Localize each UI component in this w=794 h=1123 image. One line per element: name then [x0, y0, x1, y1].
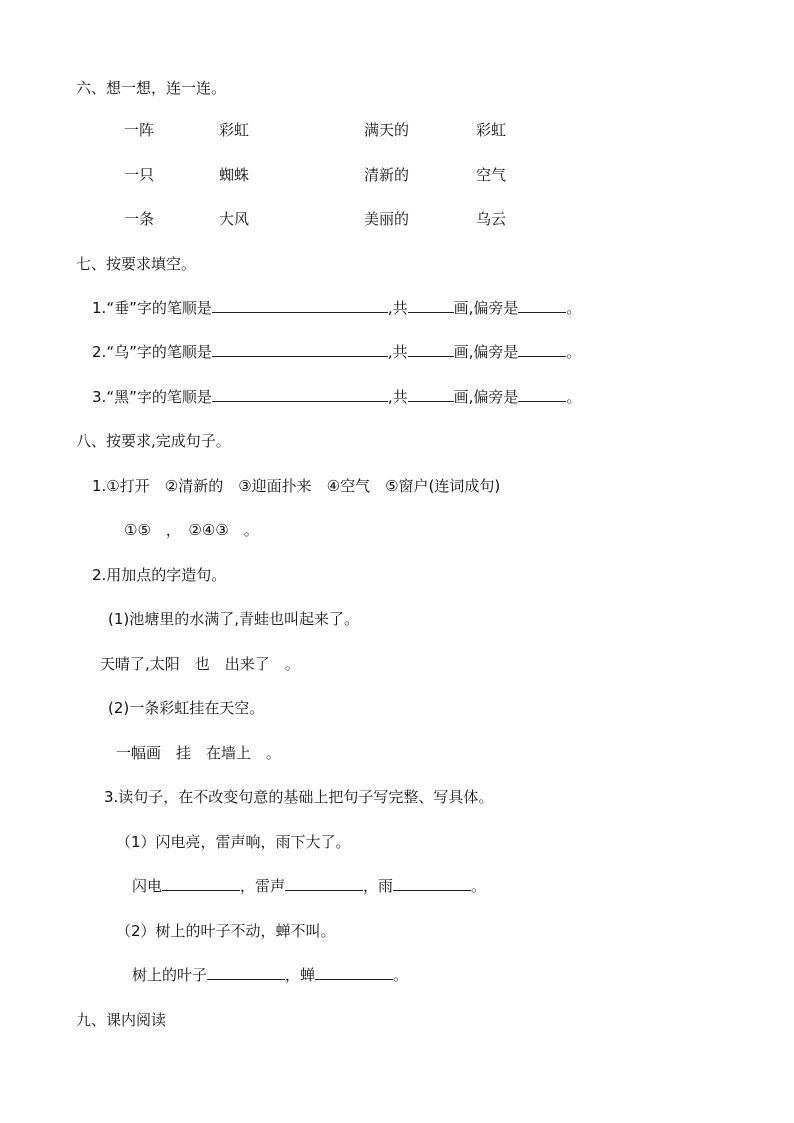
- answer-blank[interactable]: [315, 964, 393, 980]
- item-text: 画,偏旁是: [453, 299, 519, 317]
- item-prompt: “黑”字的笔顺是: [106, 388, 212, 406]
- match-right-word: 满天的: [364, 121, 410, 139]
- item-text: ,共: [387, 388, 408, 406]
- stroke-order-item: [92, 297, 581, 319]
- section8-title: 八、按要求,完成句子。: [76, 432, 231, 450]
- radical-blank[interactable]: [518, 297, 566, 313]
- stroke-order-blank[interactable]: [212, 341, 388, 357]
- stroke-count-blank[interactable]: [408, 341, 454, 357]
- match-left-word: 蜘蛛: [219, 166, 250, 184]
- answer-text: ，雷声: [240, 877, 286, 895]
- item-text: 画,偏旁是: [453, 388, 519, 406]
- section6-title: 六、想一想，连一连。: [76, 79, 227, 97]
- answer-text: ，雨: [363, 877, 394, 895]
- stroke-count-blank[interactable]: [408, 297, 454, 313]
- stroke-order-item: [92, 386, 581, 408]
- question-3: 3.读句子，在不改变句意的基础上把句子写完整、写具体。: [104, 788, 494, 806]
- item-end: 。: [566, 388, 582, 406]
- answer-text: 树上的叶子: [132, 966, 208, 984]
- match-left-word: 一阵: [124, 121, 155, 139]
- question-2: 2.用加点的字造句。: [92, 566, 227, 584]
- question-1-answer: ①⑤ ， ②④③ 。: [124, 521, 259, 539]
- section9-title: 九、课内阅读: [76, 1011, 167, 1029]
- question-2-1-answer: 天晴了,太阳 也 出来了 。: [100, 655, 300, 673]
- question-2-1: (1)池塘里的水满了,青蛙也叫起来了。: [108, 610, 360, 628]
- answer-blank[interactable]: [285, 875, 363, 891]
- stroke-order-item: [92, 341, 581, 363]
- item-text: ,共: [387, 343, 408, 361]
- item-end: 。: [566, 299, 582, 317]
- item-text: ,共: [387, 299, 408, 317]
- answer-blank[interactable]: [207, 964, 285, 980]
- item-text: 画,偏旁是: [453, 343, 519, 361]
- answer-blank[interactable]: [393, 875, 471, 891]
- match-right-word: 彩虹: [476, 121, 507, 139]
- item-number: 1.: [92, 299, 107, 317]
- question-2-2: (2)一条彩虹挂在天空。: [108, 699, 265, 717]
- stroke-count-blank[interactable]: [408, 386, 454, 402]
- radical-blank[interactable]: [518, 386, 566, 402]
- question-3-1: （1）闪电亮，雷声响，雨下大了。: [116, 833, 351, 851]
- match-right-word: 乌云: [476, 210, 507, 228]
- item-end: 。: [566, 343, 582, 361]
- answer-text: 。: [471, 877, 487, 895]
- match-right-word: 空气: [476, 166, 507, 184]
- match-right-word: 清新的: [364, 166, 410, 184]
- answer-text: 闪电: [132, 877, 163, 895]
- item-number: 3.: [92, 388, 107, 406]
- match-right-word: 美丽的: [364, 210, 410, 228]
- question-2-2-answer: 一幅画 挂 在墙上 。: [116, 744, 282, 762]
- item-number: 2.: [92, 343, 107, 361]
- stroke-order-blank[interactable]: [212, 386, 388, 402]
- question-3-2: （2）树上的叶子不动，蝉不叫。: [116, 922, 336, 940]
- answer-blank[interactable]: [162, 875, 240, 891]
- section7-title: 七、按要求填空。: [76, 255, 197, 273]
- question-3-1-answer: [132, 875, 486, 897]
- item-prompt: “垂”字的笔顺是: [106, 299, 212, 317]
- match-left-word: 一条: [124, 210, 155, 228]
- question-3-2-answer: [132, 964, 408, 986]
- question-1: 1.①打开 ②清新的 ③迎面扑来 ④空气 ⑤窗户(连词成句): [92, 477, 501, 495]
- stroke-order-blank[interactable]: [212, 297, 388, 313]
- item-prompt: “乌”字的笔顺是: [106, 343, 212, 361]
- radical-blank[interactable]: [518, 341, 566, 357]
- match-left-word: 彩虹: [219, 121, 250, 139]
- match-left-word: 一只: [124, 166, 155, 184]
- match-left-word: 大风: [219, 210, 250, 228]
- answer-text: 。: [393, 966, 409, 984]
- answer-text: ，蝉: [285, 966, 316, 984]
